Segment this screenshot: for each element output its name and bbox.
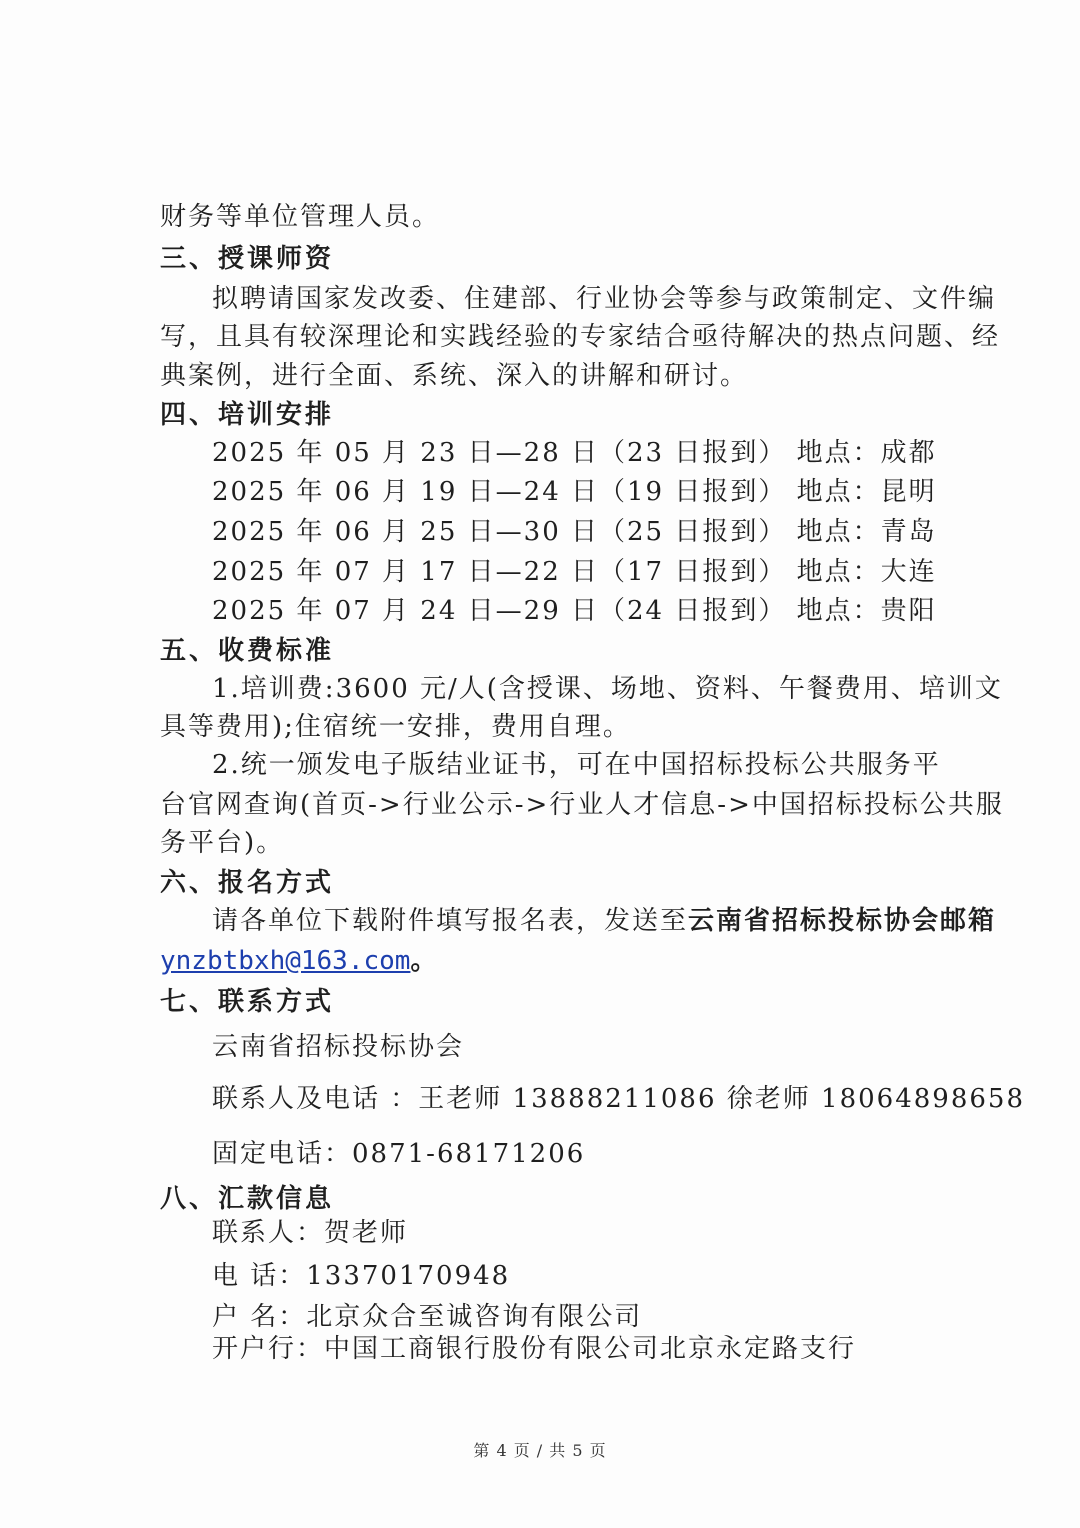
schedule-line: 2025 年 07 月 17 日—22 日（17 日报到） 地点：大连 [212, 557, 937, 587]
page-number: 第 4 页 / 共 5 页 [473, 1441, 607, 1460]
payment-line: 联系人：贺老师 [212, 1218, 409, 1248]
contact-line: 固定电话：0871-68171206 [212, 1139, 586, 1169]
email-line [160, 944, 950, 978]
contact-line: 联系人及电话 ：王老师 13888211086 徐老师 18064898658 [212, 1084, 1025, 1114]
fee-line: 台官网查询(首页->行业公示->行业人才信息->中国招标投标公共服 [160, 790, 1004, 820]
contact-line: 云南省招标投标协会 [212, 1032, 465, 1062]
payment-line: 户 名：北京众合至诚咨询有限公司 [212, 1302, 643, 1332]
schedule-line: 2025 年 06 月 25 日—30 日（25 日报到） 地点：青岛 [212, 517, 937, 547]
section-heading-6: 六、报名方式 [160, 868, 335, 898]
schedule-line: 2025 年 05 月 23 日—28 日（23 日报到） 地点：成都 [212, 438, 937, 468]
section-heading-8: 八、汇款信息 [160, 1184, 335, 1214]
section-heading-7: 七、联系方式 [160, 987, 335, 1017]
text-line: 财务等单位管理人员。 [160, 202, 441, 232]
email-link[interactable]: ynzbtbxh@163.com [160, 946, 411, 976]
fee-line: 具等费用);住宿统一安排，费用自理。 [160, 712, 631, 742]
section-heading-4: 四、培训安排 [160, 400, 335, 430]
text-line: 写，且具有较深理论和实践经验的专家结合亟待解决的热点问题、经 [160, 322, 1001, 352]
fee-line: 2.统一颁发电子版结业证书，可在中国招标投标公共服务平 [212, 750, 941, 780]
text-line: 拟聘请国家发改委、住建部、行业协会等参与政策制定、文件编 [212, 284, 997, 314]
text-line: 典案例，进行全面、系统、深入的讲解和研讨。 [160, 361, 749, 391]
registration-line [212, 904, 997, 938]
registration-emphasis: 云南省招标投标协会邮箱 [688, 906, 997, 936]
email-period: 。 [410, 946, 439, 976]
fee-line: 1.培训费:3600 元/人(含授课、场地、资料、午餐费用、培训文 [212, 674, 1003, 704]
fee-line: 务平台)。 [160, 828, 285, 858]
payment-line: 开户行：中国工商银行股份有限公司北京永定路支行 [212, 1334, 857, 1364]
registration-text: 请各单位下载附件填写报名表，发送至 [212, 906, 689, 936]
payment-line: 电 话：13370170948 [212, 1261, 511, 1291]
schedule-line: 2025 年 06 月 19 日—24 日（19 日报到） 地点：昆明 [212, 477, 937, 507]
section-heading-5: 五、收费标准 [160, 636, 335, 666]
section-heading-3: 三、授课师资 [160, 244, 335, 274]
schedule-line: 2025 年 07 月 24 日—29 日（24 日报到） 地点：贵阳 [212, 596, 937, 626]
